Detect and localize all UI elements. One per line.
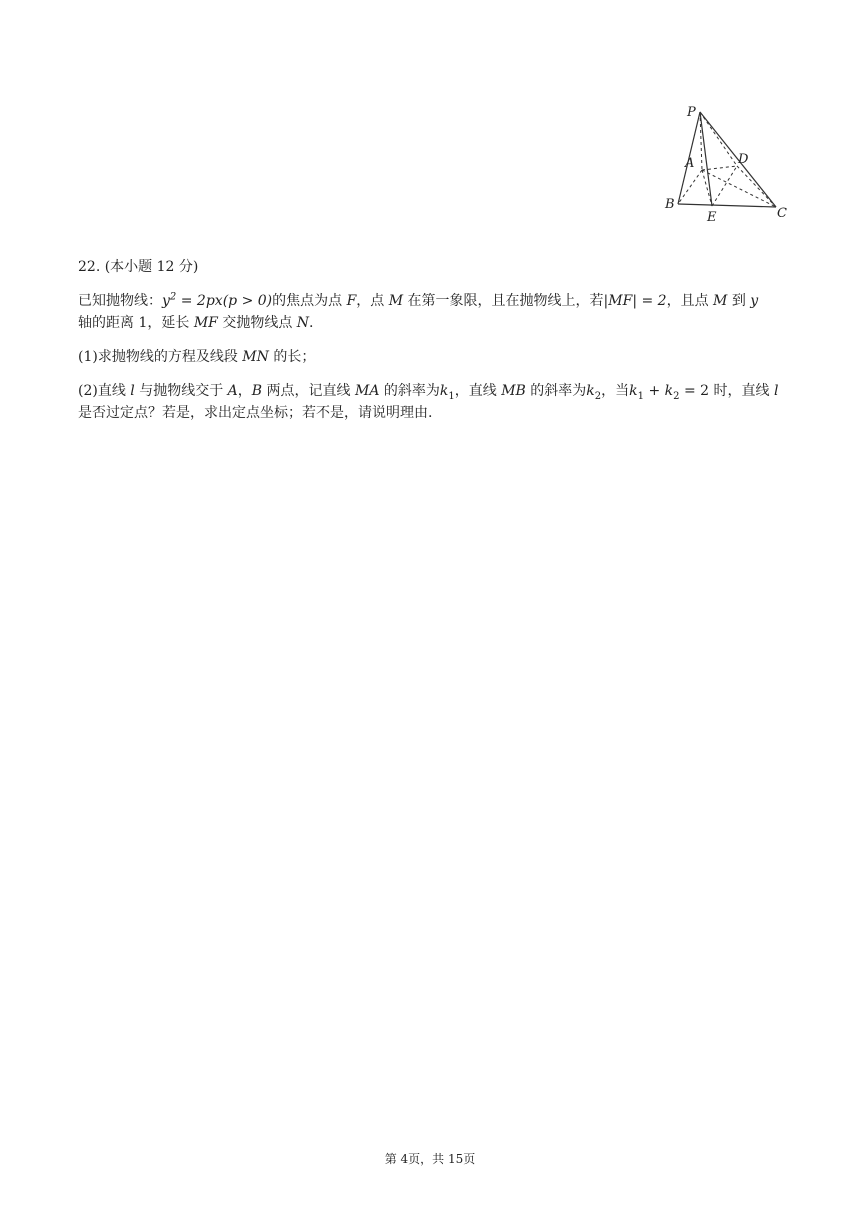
page-footer: 第 4页，共 15页 — [384, 1152, 476, 1166]
edge-dc — [737, 166, 776, 207]
edge-bc — [678, 204, 776, 207]
label-c: C — [777, 206, 787, 221]
edge-ae — [702, 170, 712, 206]
label-d: D — [738, 152, 749, 167]
edge-ac — [702, 170, 776, 207]
question-stem: 已知抛物线：$y^2 = 2px(p > 0)$的焦点为点 F，点 M 在第一象限，且在抛物线上，若|MF| = 2，且点 M 到 y 轴的距离 1，延长 MF 交抛物线点 N. — [78, 291, 759, 331]
question-part-1: (1)求抛物线的方程及线段 MN 的长； — [78, 349, 316, 365]
label-e: E — [707, 210, 717, 225]
question-part-2: (2)直线 l 与抛物线交于 A，B 两点，记直线 MA 的斜率为$k_1$，直线 MB 的斜率为$k_2$，当$k_1 + k_2 = 2$ 时，直线 l 是否过定点？若是，求出定点坐标；若不是，请说明理由. — [78, 383, 779, 421]
equation: $y^2 = 2px(p > 0)$ — [162, 291, 273, 309]
label-b: B — [665, 197, 675, 212]
edge-ed — [712, 166, 737, 206]
question-22 — [78, 256, 782, 424]
pyramid-diagram — [662, 100, 792, 225]
label-a: A — [685, 156, 695, 171]
question-header: 22. (本小题 12 分) — [78, 259, 199, 275]
edge-pe — [700, 112, 712, 206]
label-p: P — [687, 105, 696, 120]
pyramid-figure — [662, 100, 792, 225]
